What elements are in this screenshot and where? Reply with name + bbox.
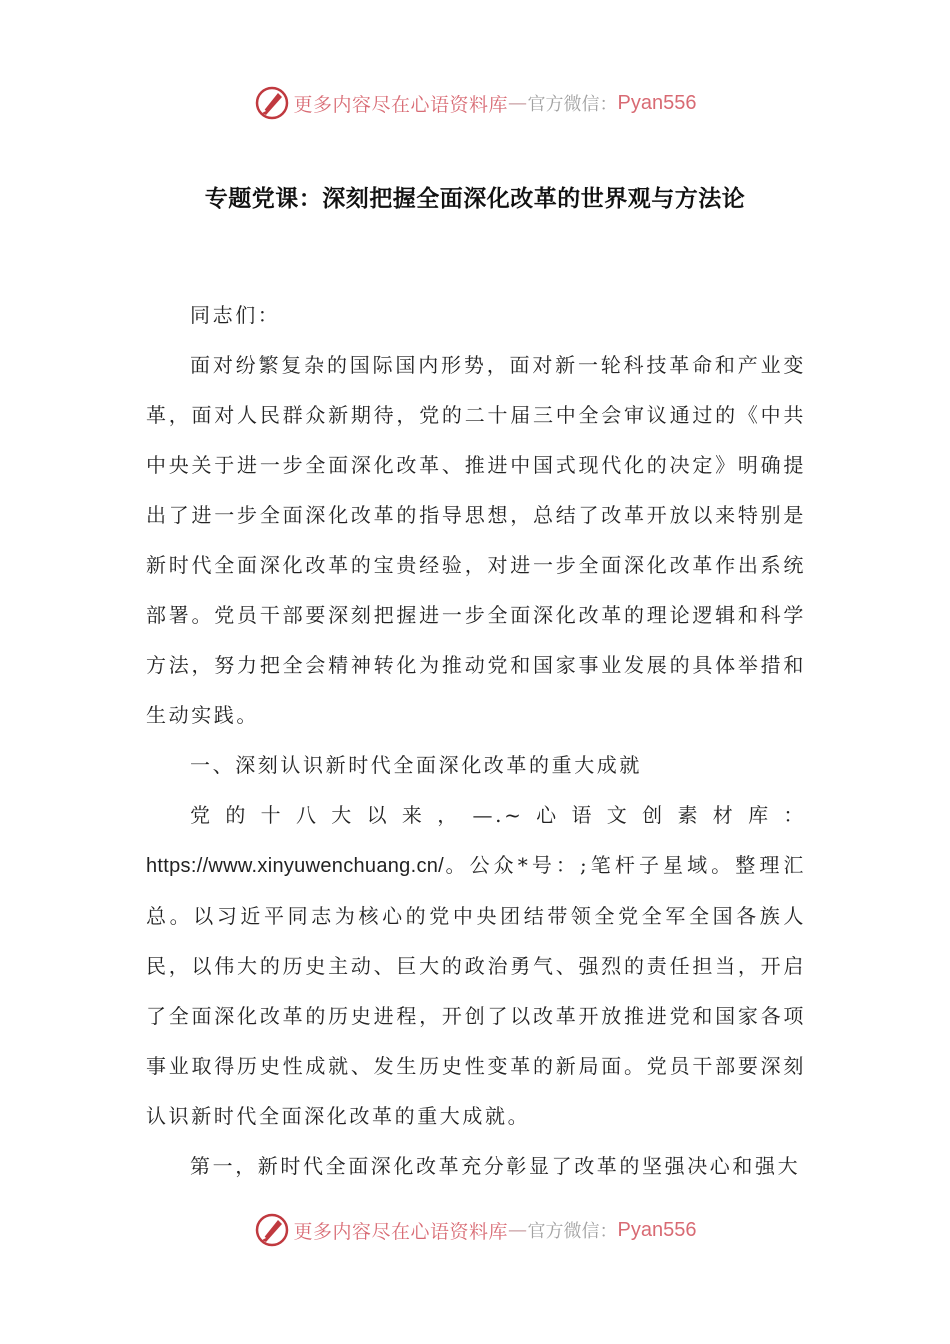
watermark-account: Pyan556 xyxy=(617,91,697,114)
source-url-link[interactable]: https://www.xinyuwenchuang.cn/ xyxy=(146,855,445,877)
paragraph-achievements-start: 党的十八大以来，—.~心语文创素材库： xyxy=(190,803,806,827)
paragraph-intro: 面对纷繁复杂的国际国内形势，面对新一轮科技革命和产业变革，面对人民群众新期待，党的二十届三中全会审议通过的《中共中央关于进一步全面深化改革、推进中国式现代化的决定》明确提出了进一步全面深化改革的指导思想，总结了改革开放以来特别是新时代全面深化改革的宝贵经验，对进一步全面深化改革作出系统部署。党员干部要深刻把握进一步全面深化改革的理论逻辑和科学方法，努力把全会精神转化为推动党和国家事业发展的具体举措和生动实践。 xyxy=(146,353,806,727)
watermark-brand: 更多内容尽在心语资料库 xyxy=(293,93,509,116)
paragraph-achievements xyxy=(146,790,806,1141)
section-heading-1: 一、深刻认识新时代全面深化改革的重大成就 xyxy=(190,753,642,777)
paragraph-achievements-rest: 。公众*号：;笔杆子星域。整理汇总。以习近平同志为核心的党中央团结带领全党全军全国各族人民，以伟大的历史主动、巨大的政治勇气、强烈的责任担当，开启了全面深化改革的历史进程，开创了以改革开放推进党和国家各项事业取得历史性成就、发生历史性变革的新局面。党员干部要深刻认识新时代全面深化改革的重大成就。 xyxy=(146,853,806,1128)
watermark-label: 官方微信： xyxy=(527,1221,618,1242)
watermark-dash: — xyxy=(508,92,528,114)
watermark-dash: — xyxy=(508,1219,528,1241)
greeting: 同志们： xyxy=(190,303,281,327)
watermark-account: Pyan556 xyxy=(617,1218,697,1241)
pen-logo-icon xyxy=(254,85,290,121)
watermark-brand: 更多内容尽在心语资料库 xyxy=(293,1220,509,1243)
paragraph-first-point: 第一，新时代全面深化改革充分彰显了改革的坚强决心和强大 xyxy=(190,1154,801,1178)
pen-logo-icon xyxy=(254,1212,290,1248)
watermark-footer xyxy=(0,1205,950,1255)
document-title: 专题党课：深刻把握全面深化改革的世界观与方法论 xyxy=(204,186,746,212)
document-body xyxy=(146,290,806,1191)
watermark-label: 官方微信： xyxy=(527,94,618,115)
watermark-header xyxy=(0,78,950,128)
